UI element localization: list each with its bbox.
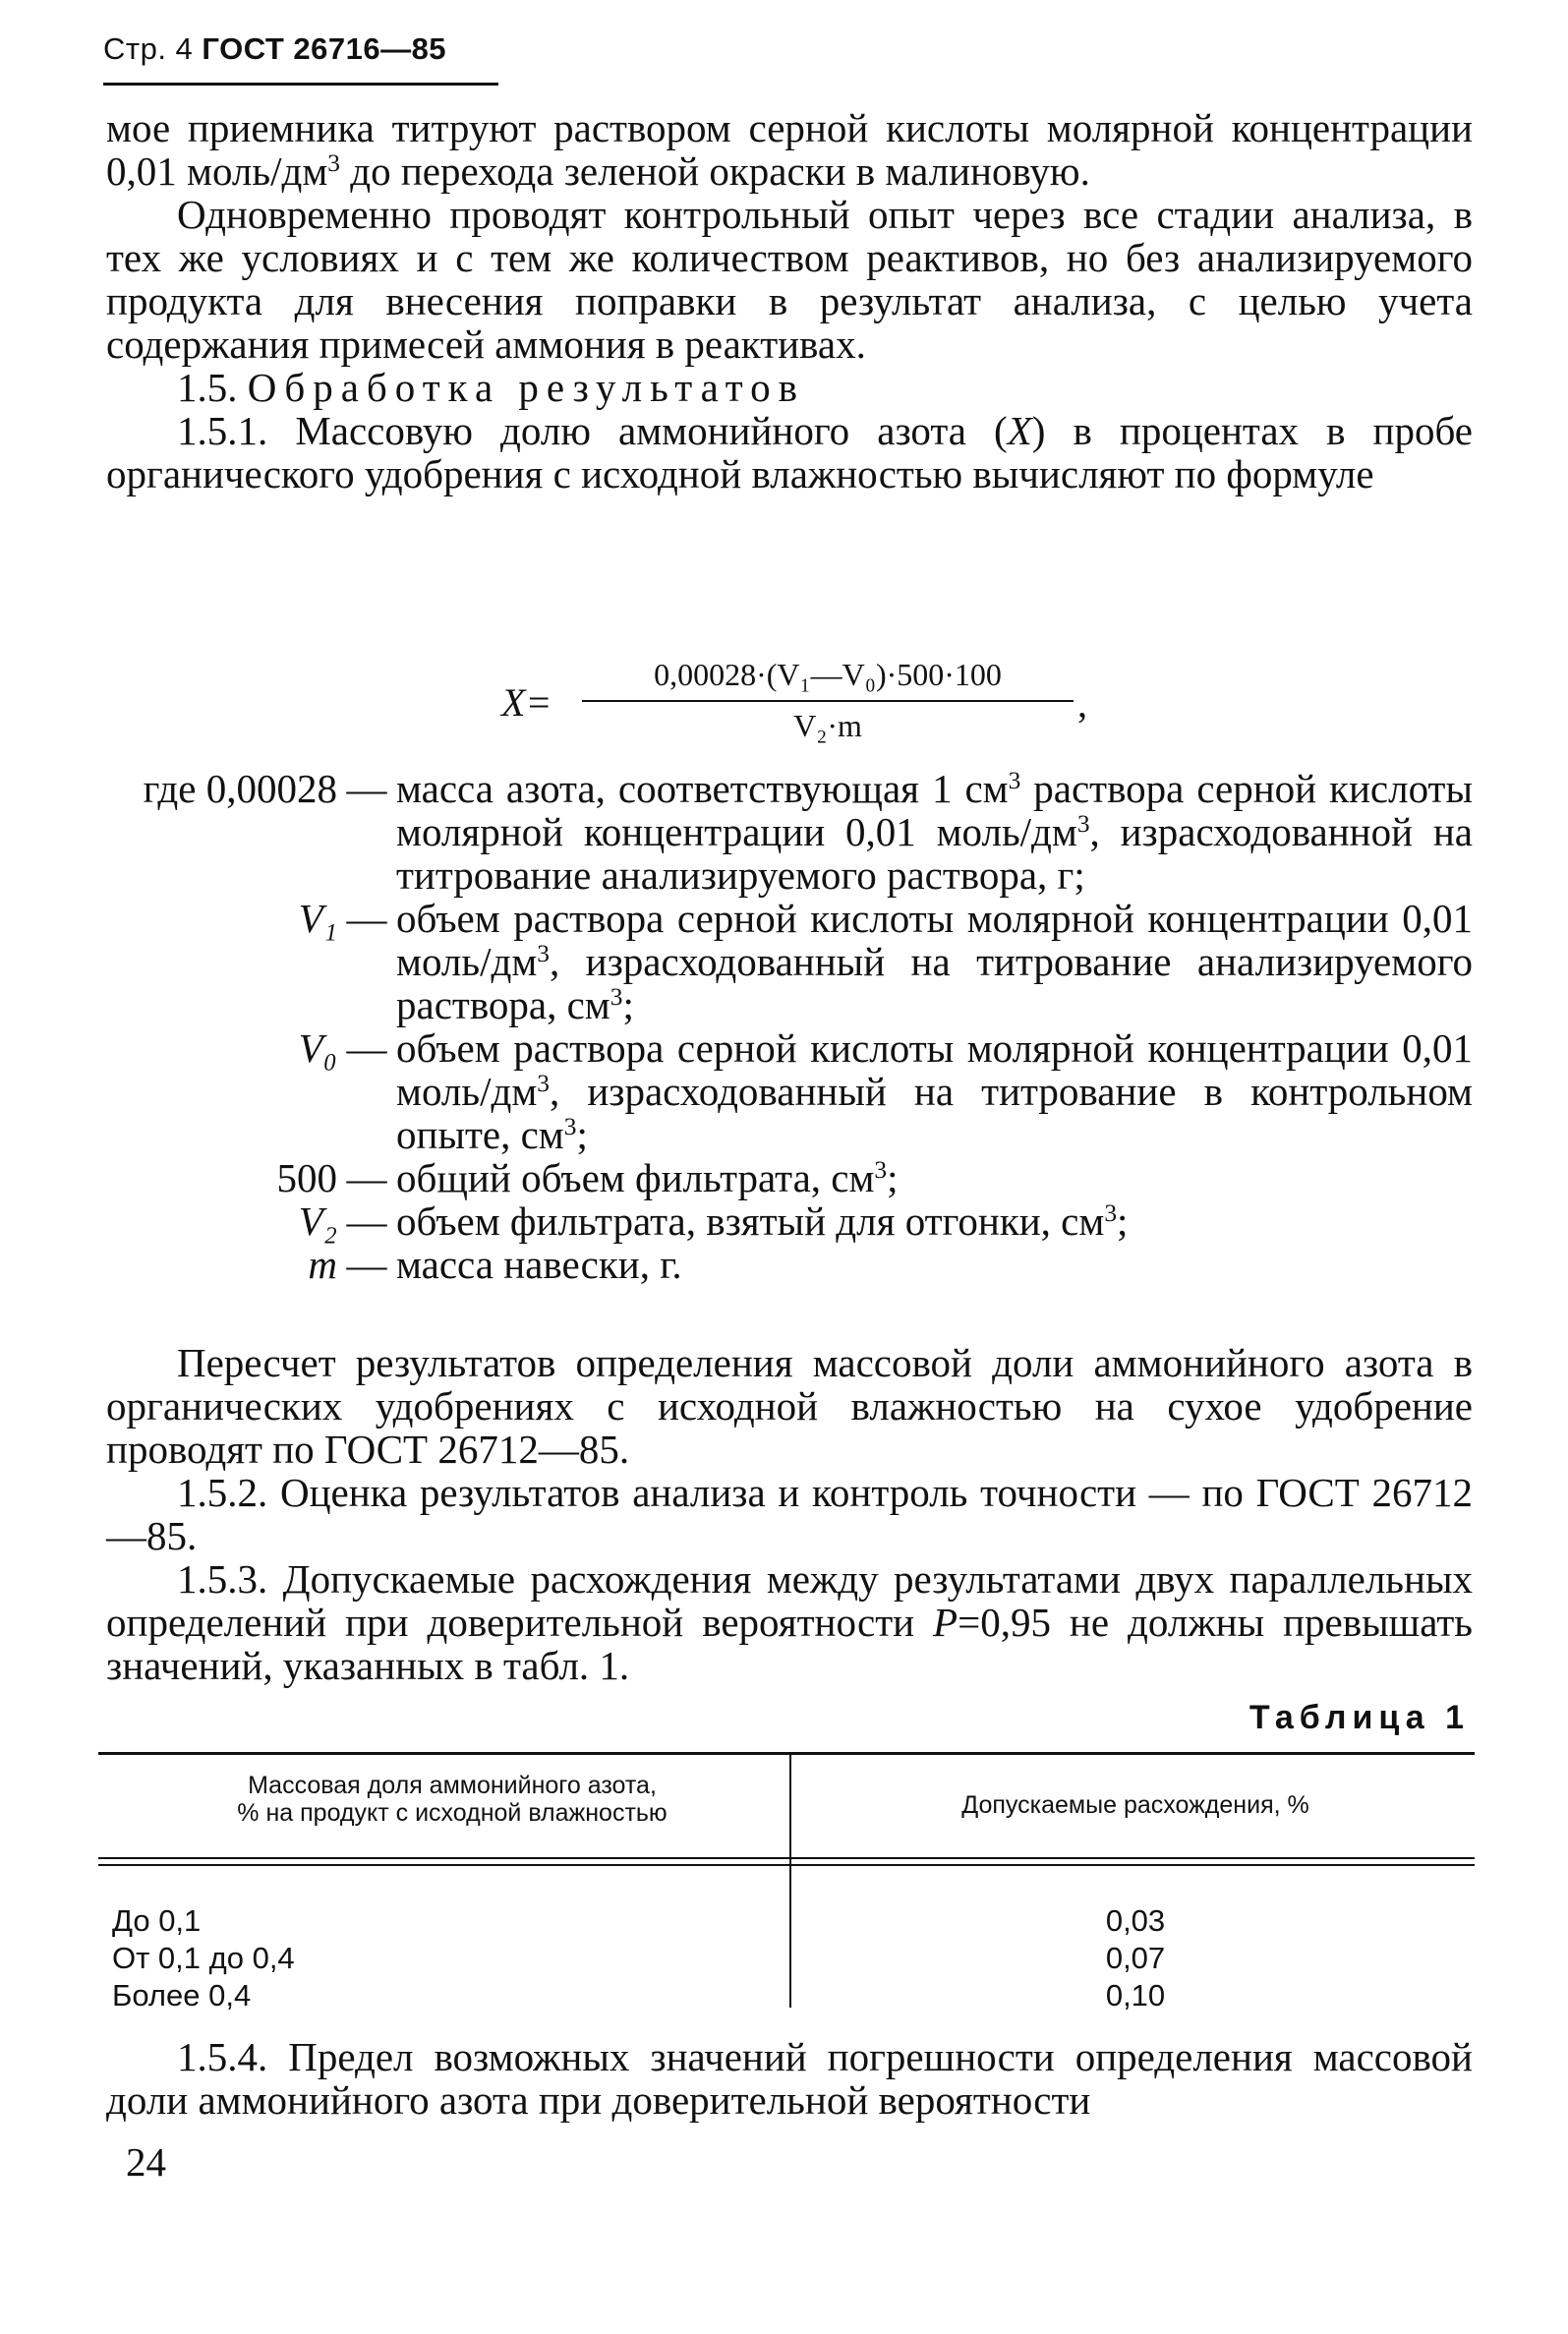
- formula-numerator: 0,00028·(V₁—V₀)·500·100: [654, 657, 1002, 692]
- def0-sup: 3: [1008, 767, 1021, 795]
- definition-symbol: [106, 897, 337, 1026]
- p153-text-b: =0,95 не должны превышать значений, указанных в табл. 1.: [106, 1600, 1473, 1688]
- definition-item: [106, 1199, 1473, 1243]
- table-header-col1: [128, 1772, 777, 1827]
- table-row-value: 0,07: [1105, 1941, 1166, 1975]
- col1-header-line1: Массовая доля аммонийного азота,: [248, 1772, 657, 1799]
- table-row-range: От 0,1 до 0,4: [112, 1941, 295, 1975]
- section-heading: [106, 366, 1473, 409]
- table-caption: Таблица 1: [1249, 1699, 1470, 1736]
- intro-paragraph-2: Одновременно проводят контрольный опыт через все стадии анализа, в тех же условиях и с тем же количеством реактивов, но без анализируемого продукта для внесения поправки в результат анализа, с целью учета содержания примесей аммония в реактивах.: [106, 192, 1473, 367]
- definition-item: [106, 897, 1473, 1026]
- definition-symbol-4: V₂: [298, 1198, 337, 1244]
- formula-denominator: V₂·m: [793, 708, 862, 743]
- definition-dash: —: [346, 1025, 387, 1071]
- definition-desc: [396, 1199, 1473, 1243]
- def4-desc2: ;: [1117, 1198, 1129, 1244]
- table-row-value: 0,03: [1105, 1903, 1166, 1938]
- section-title: Обработка результатов: [247, 365, 806, 410]
- definition-symbol: [106, 1243, 337, 1286]
- definition-dash: —: [346, 1198, 387, 1244]
- paragraph-1-5-2: 1.5.2. Оценка результатов анализа и контроль точности — по ГОСТ 26712—85.: [106, 1470, 1473, 1558]
- definition-symbol: [106, 1026, 337, 1156]
- definition-symbol-5: m: [308, 1242, 337, 1287]
- definition-symbol-2: V₀: [298, 1025, 337, 1071]
- formula-comma: ,: [1077, 681, 1087, 726]
- intro-p1-sup: 3: [327, 149, 340, 178]
- intro-paragraph-1: [106, 106, 1473, 193]
- definition-item: [106, 1026, 1473, 1156]
- definition-desc: [396, 897, 1473, 1026]
- table-col2-values: [796, 1902, 1475, 2014]
- definition-desc: [396, 767, 1473, 897]
- col1-header-line2: % на продукт с исходной влажностью: [237, 1799, 668, 1827]
- def1-sup2: 3: [610, 983, 623, 1012]
- def0-sup2: 3: [1076, 810, 1090, 839]
- formula-fraction-bar: [582, 700, 1074, 702]
- def3-desc2: ;: [887, 1155, 899, 1200]
- table-column-divider: [789, 1755, 791, 2008]
- table-header-col2: Допускаемые расхождения, %: [961, 1791, 1309, 1819]
- tolerance-table: [98, 1752, 1475, 2027]
- def1-desc: объем раствора серной кислоты молярной концентрации 0,01 моль/дм: [396, 896, 1473, 984]
- header-rule: [103, 83, 498, 86]
- def4-sup: 3: [1104, 1199, 1118, 1228]
- page-number: 24: [126, 2139, 166, 2185]
- definition-symbol: [106, 1199, 337, 1243]
- definition-dash: —: [346, 1242, 387, 1287]
- p151-number: 1.5.1.: [177, 408, 268, 453]
- p151-text-b: ) в процентах в пробе органического удобрения с исходной влажностью вычисляют по формуле: [106, 408, 1474, 496]
- standard-code: ГОСТ 26716—85: [202, 31, 447, 66]
- def0-desc3: , израсходованной на титрование анализируемого раствора, г;: [396, 809, 1473, 898]
- definition-desc: масса навески, г.: [396, 1242, 682, 1287]
- p151-text-a: Массовую долю аммонийного азота (: [295, 408, 1008, 453]
- paragraph-1-5-4: 1.5.4. Предел возможных значений погрешности определения массовой доли аммонийного азота при доверительной вероятности: [106, 2034, 1473, 2123]
- def2-desc2: , израсходованный на титрование в контрольном опыте, см: [396, 1069, 1473, 1157]
- definition-desc: [396, 1156, 1473, 1199]
- definition-symbol: 500: [276, 1155, 337, 1200]
- definition-symbol-1: V₁: [298, 896, 337, 941]
- table-row-range: До 0,1: [112, 1903, 202, 1938]
- table-row-value: 0,10: [1105, 1978, 1166, 2013]
- intro-p1-end: до перехода зеленой окраски в малиновую.: [339, 148, 1090, 194]
- final-block: [106, 2035, 1473, 2122]
- definition-dash: —: [346, 896, 387, 941]
- def0-desc2: раствора серной кислоты молярной концентрации 0,01 моль/дм: [396, 766, 1474, 854]
- definitions-list: [106, 767, 1473, 1286]
- table-row-range: Более 0,4: [112, 1978, 252, 2013]
- def2-sup: 3: [537, 1070, 550, 1098]
- paragraph-1-5-3: [106, 1557, 1473, 1687]
- definition-item: [106, 767, 1473, 897]
- formula-lhs: X=: [501, 680, 552, 725]
- intro-block: [106, 106, 1473, 496]
- definition-symbol: [106, 767, 337, 897]
- section-number: 1.5.: [177, 365, 238, 410]
- page-header: [103, 31, 446, 67]
- definition-symbol-0: 0,00028: [205, 766, 337, 811]
- def3-desc: общий объем фильтрата, см: [396, 1155, 875, 1200]
- definition-desc: [396, 1026, 1473, 1156]
- def3-sup: 3: [874, 1156, 888, 1185]
- table-col1-values: [112, 1902, 295, 2014]
- def1-desc2: , израсходованный на титрование анализируемого раствора, см: [396, 939, 1473, 1027]
- p153-var: P: [933, 1600, 958, 1645]
- page-label: Стр. 4: [103, 31, 194, 66]
- after-definitions-block: [106, 1341, 1473, 1687]
- table-rule-header-2: [98, 1864, 1475, 1866]
- intro-p1-text: мое приемника титруют раствором серной кислоты молярной концентрации 0,01 моль/дм: [106, 105, 1473, 194]
- recalc-paragraph: Пересчет результатов определения массовой доли аммонийного азота в органических удобрениях с исходной влажностью на сухое удобрение проводят по ГОСТ 26712—85.: [106, 1340, 1473, 1472]
- definition-item: [106, 1156, 1473, 1199]
- formula: [501, 657, 1091, 765]
- table-rule-header-1: [98, 1857, 1475, 1859]
- p153-text-a: 1.5.3. Допускаемые расхождения между результатами двух параллельных определений при доверительной вероятности: [106, 1556, 1473, 1645]
- p151-var: X: [1007, 408, 1032, 453]
- definition-dash: —: [346, 1155, 387, 1200]
- def2-desc: объем раствора серной кислоты молярной концентрации 0,01 моль/дм: [396, 1025, 1473, 1114]
- def2-sup2: 3: [563, 1113, 577, 1141]
- table-rule-top: [98, 1752, 1475, 1755]
- def1-sup: 3: [537, 940, 550, 968]
- def4-desc: объем фильтрата, взятый для отгонки, см: [396, 1198, 1105, 1244]
- def2-desc3: ;: [576, 1112, 588, 1157]
- paragraph-1-5-1: [106, 409, 1473, 496]
- def0-desc: масса азота, соответствующая 1 см: [396, 766, 1009, 811]
- definition-dash: —: [346, 766, 387, 811]
- definition-item: [106, 1243, 1473, 1286]
- def1-desc3: ;: [622, 982, 634, 1027]
- definitions-where: где: [143, 766, 197, 811]
